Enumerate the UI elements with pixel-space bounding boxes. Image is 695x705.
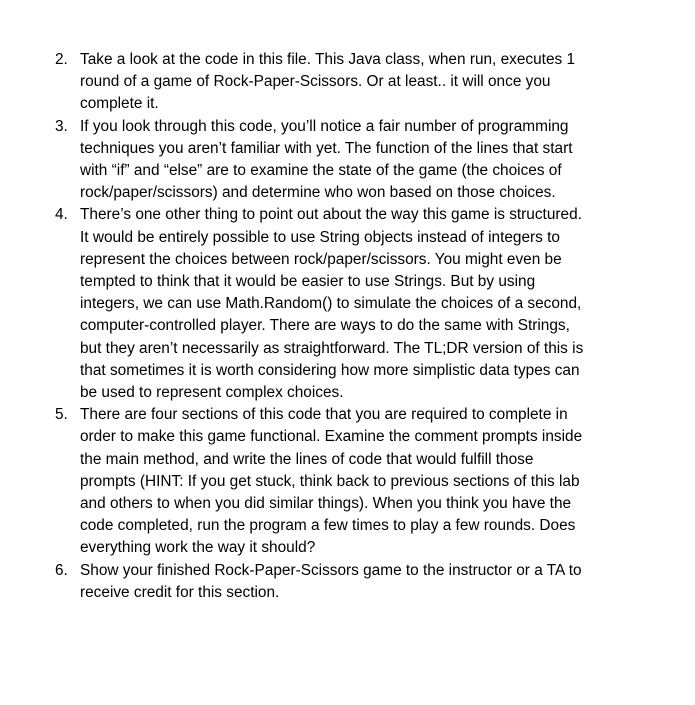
item-number: 3. <box>55 117 68 135</box>
item-line: be used to represent complex choices. <box>80 384 344 402</box>
item-line: receive credit for this section. <box>80 583 280 601</box>
item-line: If you look through this code, you’ll notice a fair number of programming <box>80 117 569 135</box>
instructions-list <box>0 49 695 604</box>
list-item-3 <box>0 116 645 205</box>
item-line: integers, we can use Math.Random() to simulate the choices of a second, <box>80 295 582 313</box>
item-number: 6. <box>55 561 68 579</box>
item-line: complete it. <box>80 95 159 113</box>
list-item-4 <box>0 204 645 404</box>
item-line: everything work the way it should? <box>80 539 316 557</box>
item-line: There’s one other thing to point out about the way this game is structured. <box>80 206 582 224</box>
item-line: represent the choices between rock/paper/scissors. You might even be <box>80 250 562 268</box>
item-line: and others to when you did similar things). When you think you have the <box>80 495 572 513</box>
item-line: with “if” and “else” are to examine the state of the game (the choices of <box>80 162 562 180</box>
item-line: the main method, and write the lines of code that would fulfill those <box>80 450 534 468</box>
list-item-2 <box>0 49 645 116</box>
item-line: There are four sections of this code that you are required to complete in <box>80 406 568 424</box>
item-line: order to make this game functional. Examine the comment prompts inside <box>80 428 583 446</box>
item-line: It would be entirely possible to use String objects instead of integers to <box>80 228 560 246</box>
item-line: prompts (HINT: If you get stuck, think back to previous sections of this lab <box>80 472 580 490</box>
item-line: code completed, run the program a few times to play a few rounds. Does <box>80 517 576 535</box>
item-line: round of a game of Rock-Paper-Scissors. Or at least.. it will once you <box>80 73 551 91</box>
item-line: rock/paper/scissors) and determine who won based on those choices. <box>80 184 556 202</box>
list-item-5 <box>0 404 645 559</box>
item-number: 5. <box>55 406 68 424</box>
item-line: techniques you aren’t familiar with yet. The function of the lines that start <box>80 139 573 157</box>
item-number: 2. <box>55 51 68 68</box>
item-line: but they aren’t necessarily as straightforward. The TL;DR version of this is <box>80 339 584 357</box>
list-item-6 <box>0 560 645 604</box>
item-line: Take a look at the code in this file. This Java class, when run, executes 1 <box>80 51 576 68</box>
item-line: tempted to think that it would be easier to use Strings. But by using <box>80 273 536 291</box>
item-line: computer-controlled player. There are ways to do the same with Strings, <box>80 317 570 335</box>
item-line: that sometimes it is worth considering how more simplistic data types can <box>80 361 580 379</box>
item-number: 4. <box>55 206 68 224</box>
item-line: Show your finished Rock-Paper-Scissors game to the instructor or a TA to <box>80 561 582 579</box>
